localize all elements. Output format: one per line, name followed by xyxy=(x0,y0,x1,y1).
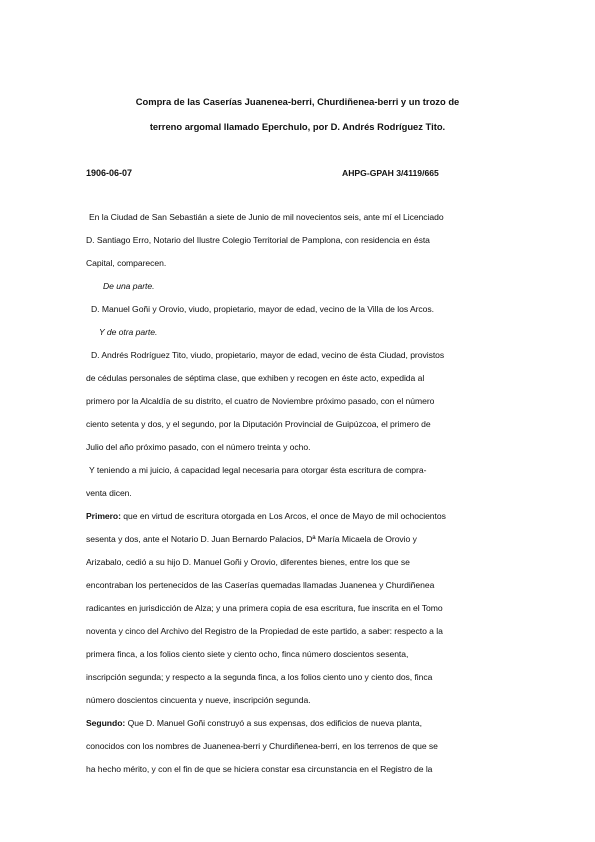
paragraph-segundo xyxy=(86,718,516,728)
body-line: sesenta y dos, ante el Notario D. Juan Bernardo Palacios, Dª María Micaela de Orovio y xyxy=(86,534,417,544)
body-line: primera finca, a los folios ciento siete y ciento ocho, finca número doscientos sesenta, xyxy=(86,649,409,659)
body-line: encontraban los pertenecidos de las Caserías quemadas llamadas Juanenea y Churdiñenea xyxy=(86,580,435,590)
paragraph-primero xyxy=(86,511,516,521)
archive-reference: AHPG-GPAH 3/4119/665 xyxy=(342,168,439,178)
body-line: primero por la Alcaldía de su distrito, el cuatro de Noviembre próximo pasado, con el número xyxy=(86,396,435,406)
body-line: noventa y cinco del Archivo del Registro de la Propiedad de este partido, a saber: respecto a la xyxy=(86,626,443,636)
body-line: Y teniendo a mi juicio, á capacidad legal necesaria para otorgar ésta escritura de compra- xyxy=(89,465,427,475)
body-line: ha hecho mérito, y con el fin de que se hiciera constar esa circunstancia en el Registro de la xyxy=(86,764,433,774)
body-line: En la Ciudad de San Sebastián a siete de Junio de mil novecientos seis, ante mí el Licenciado xyxy=(89,212,444,222)
body-line: De una parte. xyxy=(103,281,155,291)
body-line: D. Andrés Rodríguez Tito, viudo, propietario, mayor de edad, vecino de ésta Ciudad, provistos xyxy=(91,350,445,360)
segundo-label: Segundo: xyxy=(86,718,126,728)
body-line: inscripción segunda; y respecto a la segunda finca, a los folios ciento uno y ciento dos, finca xyxy=(86,672,433,682)
body-line: Arizabalo, cedió a su hijo D. Manuel Goñi y Orovio, diferentes bienes, entre los que se xyxy=(86,557,410,567)
document-title-line-2: terreno argomal llamado Eperchulo, por D. Andrés Rodríguez Tito. xyxy=(149,121,446,132)
body-line: de cédulas personales de séptima clase, que exhiben y recogen en éste acto, expedida al xyxy=(86,373,425,383)
body-line: ciento setenta y dos, y el segundo, por la Diputación Provincial de Guipúzcoa, el primero de xyxy=(86,419,431,429)
document-date: 1906-06-07 xyxy=(86,168,133,178)
body-line: conocidos con los nombres de Juanenea-berri y Churdiñenea-berri, en los terrenos de que se xyxy=(86,741,438,751)
segundo-text: Que D. Manuel Goñi construyó a sus expensas, dos edificios de nueva planta, xyxy=(127,718,422,728)
body-line: D. Santiago Erro, Notario del Ilustre Colegio Territorial de Pamplona, con residencia en ésta xyxy=(86,235,430,245)
body-line: Capital, comparecen. xyxy=(86,258,167,268)
body-line: radicantes en jurisdicción de Alza; y una primera copia de esa escritura, fue inscrita en el Tomo xyxy=(86,603,443,613)
body-line: Julio del año próximo pasado, con el número treinta y ocho. xyxy=(86,442,311,452)
primero-text: que en virtud de escritura otorgada en Los Arcos, el once de Mayo de mil ochocientos xyxy=(123,511,446,521)
body-line: número doscientos cincuenta y nueve, inscripción segunda. xyxy=(86,695,311,705)
document-title-line-1: Compra de las Caserías Juanenea-berri, Churdiñenea-berri y un trozo de xyxy=(135,96,460,107)
body-line: D. Manuel Goñi y Orovio, viudo, propietario, mayor de edad, vecino de la Villa de los Arcos. xyxy=(91,304,434,314)
body-line: Y de otra parte. xyxy=(99,327,158,337)
primero-label: Primero: xyxy=(86,511,121,521)
body-line: venta dicen. xyxy=(86,488,132,498)
